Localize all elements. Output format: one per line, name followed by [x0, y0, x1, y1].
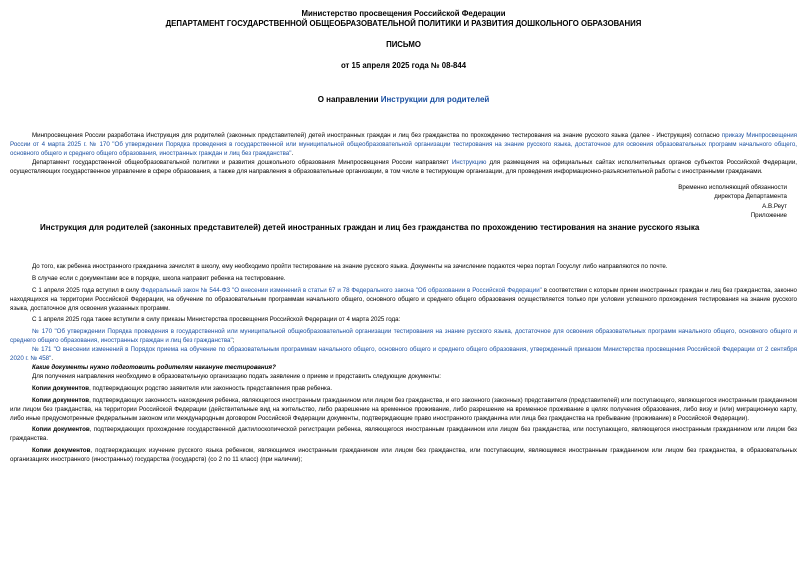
signature-position-1: Временно исполняющий обязанности	[678, 183, 787, 191]
bold-label: Копии документов	[32, 384, 90, 392]
subject-link[interactable]: Инструкции для родителей	[380, 95, 490, 104]
bold-label: Копии документов	[32, 447, 91, 455]
instruction-paragraph-2: В случае если с документами все в порядке, школа направит ребенка на тестирование.	[32, 274, 286, 282]
signature-name: А.В.Реут	[762, 202, 787, 210]
subject-prefix: О направлении	[317, 95, 381, 104]
instruction-paragraph-4: С 1 апреля 2025 года также вступили в силу приказы Министерства просвещения Российской Федерации от 4 марта 2025 года:	[32, 316, 401, 324]
question-heading: Какие документы нужно подготовить родителям накануне тестирования?	[32, 363, 276, 371]
signature-position-2: директора Департамента	[714, 193, 787, 201]
text: для размещения на официальных сайтах исполнительных органов субъектов Российской Федерации, осуществляющих государственное управление в сфере образования, а также для направления в образовательные организации, в том числе в тестирующие организации, для проведения информационно-разъяснительной работы с иностранными гражданами.	[10, 158, 797, 175]
document-type: ПИСЬМО	[386, 40, 421, 49]
text: С 1 апреля 2025 года вступил в силу	[32, 286, 141, 294]
text: .	[51, 355, 54, 363]
instruction-paragraph-1: До того, как ребенка иностранного гражданина зачислят в школу, ему необходимо пройти тестирование на знание русского языка. Документы на зачисление подаются через портал Госуслуг либо направляются по почте.	[32, 262, 668, 270]
department-name: ДЕПАРТАМЕНТ ГОСУДАРСТВЕННОЙ ОБЩЕОБРАЗОВАТЕЛЬНОЙ ПОЛИТИКИ И РАЗВИТИЯ ДОШКОЛЬНОГО ОБРАЗОВАНИЯ	[165, 19, 642, 28]
appendix-label: Приложение	[750, 212, 787, 220]
text: Департамент государственной общеобразовательной политики и развития дошкольного образования Минпросвещения России направляет	[32, 158, 452, 166]
instruction-link[interactable]: Инструкцию	[451, 158, 487, 166]
document-date-number: от 15 апреля 2025 года № 08-844	[340, 61, 467, 70]
bold-label: Копии документов	[32, 396, 90, 404]
ministry-name: Министерство просвещения Российской Федерации	[301, 9, 506, 18]
text: в соответствии с которым прием иностранных граждан и лиц без гражданства, законно находящихся на территории Российской Федерации, на обучение по образовательным программам начального общего, основного общего и среднего общего образования осуществляется только при условии успешного прохождения тестирования на знание русского языка, достаточное для освоения указанных программ.	[10, 286, 797, 312]
document-subject	[10, 95, 797, 105]
text: , подтверждающих законность нахождения ребенка, являющегося иностранным гражданином или лицом без гражданства, и его законного (законных) представителя (представителей) или поступающего, являющегося иностранным гражданином или лицом без гражданства, на территории Российской Федерации (действительные вид на жительство, либо разрешение на временное проживание, либо разрешение на временное проживание в целях получения образования, либо визу и (или) миграционную карту, либо иные предусмотренные федеральным законом или международным договором Российской Федерации документы, подтверждающие право иностранного гражданина или лица без гражданства на пребывание (проживание) в Российской Федерации).	[10, 396, 797, 422]
letter-body	[10, 132, 797, 177]
document-item-3	[10, 426, 797, 444]
instruction-paragraph-7: Для получения направления необходимо в образовательную организацию подать заявление о приеме и представить следующие документы:	[32, 372, 441, 380]
text: .	[291, 149, 294, 157]
text: , подтверждающих прохождение государственной дактилоскопической регистрации ребенка, являющегося иностранным гражданином или лицом без гражданства, или поступающего, являющегося иностранным гражданином или лицом без гражданства.	[10, 426, 797, 443]
instruction-paragraph-6	[10, 346, 797, 364]
law-544-link[interactable]: Федеральный закон № 544-ФЗ "О внесении изменений в статьи 67 и 78 Федерального закона "Об образовании в Российской Федерации"	[140, 286, 542, 294]
instruction-body	[10, 263, 797, 465]
order-170-link[interactable]: приказу Минпросвещения России от 4 марта 2025 г. № 170 "Об утверждении Порядка проведения в государственной или муниципальной общеобразовательной организации тестирования на знание русского языка, достаточное для освоения образовательных программ начального общего, основного общего и среднего общего образования, иностранных граждан и лиц без гражданства"	[10, 132, 798, 157]
instruction-paragraph-3	[10, 287, 797, 314]
document-item-2	[10, 397, 797, 424]
order-170-item-link[interactable]: № 170 "Об утверждении Порядка проведения в государственной или муниципальной общеобразовательной организации тестирования на знание русского языка, достаточное для освоения образовательных программ начального общего, основного общего и среднего общего образования, иностранных граждан и лиц без гражданства"	[10, 328, 797, 345]
bold-label: Копии документов	[32, 426, 90, 434]
letter-paragraph-1	[10, 132, 797, 159]
document-item-1	[10, 385, 797, 394]
text: , подтверждающих родство заявителя или законность представления прав ребенка.	[89, 384, 333, 392]
document-item-4	[10, 447, 797, 465]
text: , подтверждающих изучение русского языка ребенком, являющимся иностранным гражданином или лицом без гражданства, или поступающим, являющимся иностранным гражданином или лицом без гражданства, в образовательных организациях иностранного (иностранных) государства (государств) (со 2 по 11 класс) (при наличии);	[10, 447, 797, 464]
text: ;	[232, 337, 235, 345]
text: Минпросвещения России разработана Инструкция для родителей (законных представителей) детей иностранных граждан и лиц без гражданства по прохождению тестирования на знание русского языка (далее - Инструкция) согласно	[32, 132, 722, 139]
letter-paragraph-2	[10, 159, 797, 177]
order-171-item-link[interactable]: № 171 "О внесении изменений в Порядок приема на обучение по образовательным программам начального общего, основного общего и среднего общего образования, утвержденный приказом Министерства просвещения Российской Федерации от 2 сентября 2020 г. № 458"	[10, 346, 797, 363]
instruction-paragraph-5	[10, 328, 797, 346]
instruction-title: Инструкция для родителей (законных представителей) детей иностранных граждан и лиц без гражданства по прохождению тестирования на знание русского языка	[40, 222, 700, 232]
